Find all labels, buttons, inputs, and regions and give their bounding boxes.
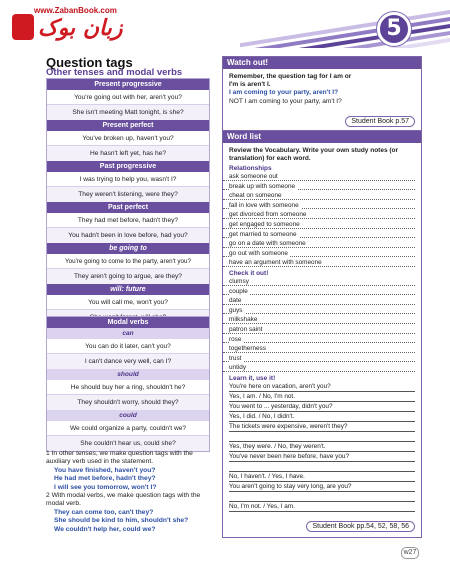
modal-verbs-table: [46, 316, 210, 452]
page-header: [0, 0, 450, 50]
tenses-table: [46, 78, 210, 326]
logo-url: www.ZabanBook.com: [34, 6, 117, 15]
logo-mark-icon: [12, 14, 34, 40]
example-row: You can do it later, can't you?: [47, 339, 209, 354]
vocab-entry: cheat on someone: [223, 191, 421, 201]
vocab-entry: go on a date with someone: [223, 239, 421, 249]
vocab-entry: have an argument with someone: [223, 258, 421, 268]
vocab-entry: milkshake: [223, 315, 421, 325]
section-heading: Check it out!: [229, 269, 269, 277]
note-example: You have finished, haven't you?: [54, 466, 156, 474]
tense-rows: [47, 254, 209, 284]
note-example: She should be kind to him, shouldn't she?: [54, 517, 189, 525]
note-2: 2 With modal verbs, we make question tags with the modal verb.: [46, 492, 201, 508]
section-heading: Learn it, use it!: [229, 374, 276, 382]
learn-list: [223, 382, 421, 512]
note-example: He had met before, hadn't they?: [54, 475, 156, 483]
example-row: He hasn't left yet, has he?: [47, 146, 209, 161]
tense-rows: [47, 172, 209, 202]
modal-rows: [47, 380, 209, 410]
example-row: I can't dance very well, can I?: [47, 354, 209, 369]
tense-heading: Past perfect: [47, 202, 209, 213]
modal-label: can: [47, 328, 209, 339]
vocab-entry: get married to someone: [223, 230, 421, 240]
phrase-entry: [223, 432, 421, 442]
phrase-entry: Yes, they were. / No, they weren't.: [223, 442, 421, 452]
vocab-entry: untidy: [223, 363, 421, 373]
vocab-entry: couple: [223, 287, 421, 297]
vocab-entry: go out with someone: [223, 249, 421, 259]
page-title: Question tags: [46, 55, 133, 70]
phrase-entry: You went to ... yesterday, didn't you?: [223, 402, 421, 412]
example-row: You will call me, won't you?: [47, 295, 209, 310]
phrase-entry: You aren't going to stay very long, are you?: [223, 482, 421, 492]
watch-out-line: I'm is aren't I.: [229, 81, 271, 89]
phrase-entry: [223, 492, 421, 502]
tense-rows: [47, 131, 209, 161]
header-stripes: [240, 2, 450, 48]
phrase-entry: No, I haven't. / Yes, I have.: [223, 472, 421, 482]
note-example: I will see you tomorrow, won't I?: [54, 483, 157, 491]
example-row: I was trying to help you, wasn't I?: [47, 172, 209, 187]
vocab-entry: ask someone out: [223, 172, 421, 182]
watch-out-wrong: NOT I am coming to your party, am't I?: [229, 97, 342, 105]
word-list-intro: Review the Vocabulary. Write your own study notes (or translation) for each word.: [229, 147, 399, 162]
phrase-entry: [223, 462, 421, 472]
watch-out-box: [222, 56, 422, 132]
modal-label: should: [47, 369, 209, 380]
vocab-entry: guys: [223, 306, 421, 316]
phrase-entry: Yes, I did. / No, I didn't.: [223, 412, 421, 422]
grammar-notes: [46, 450, 214, 534]
vocab-entry: patron saint: [223, 325, 421, 335]
example-row: They shouldn't worry, should they?: [47, 395, 209, 410]
example-row: You're going out with her, aren't you?: [47, 90, 209, 105]
note-example: We couldn't help her, could we?: [54, 525, 156, 533]
example-row: We could organize a party, couldn't we?: [47, 421, 209, 436]
example-row: She couldn't hear us, could she?: [47, 436, 209, 451]
section-heading: Relationships: [229, 165, 272, 172]
watch-out-body: [223, 69, 421, 110]
tense-rows: [47, 90, 209, 120]
unit-badge: 5: [377, 12, 411, 46]
student-book-reference: Student Book pp.54, 52, 58, 56: [306, 521, 415, 532]
tense-heading: Present perfect: [47, 120, 209, 131]
word-list-box: [222, 130, 422, 538]
phrase-entry: Yes, I am. / No, I'm not.: [223, 392, 421, 402]
example-row: They weren't listening, were they?: [47, 187, 209, 202]
vocab-entry: togetherness: [223, 344, 421, 354]
note-1: 1 In other tenses, we make question tags with the auxiliary verb used in the statement.: [46, 450, 193, 466]
logo-text: زبان بوک: [38, 16, 123, 41]
tense-rows: [47, 213, 209, 243]
watch-out-example: I am coming to your party, aren't I?: [229, 89, 339, 97]
vocab-entry: fall in love with someone: [223, 201, 421, 211]
word-list-title: Word list: [223, 131, 421, 143]
watch-out-title: Watch out!: [223, 57, 421, 69]
phrase-entry: The tickets were expensive, weren't they?: [223, 422, 421, 432]
example-row: You hadn't been in love before, had you?: [47, 228, 209, 243]
check-list: [223, 277, 421, 373]
example-row: She isn't meeting Matt tonight, is she?: [47, 105, 209, 120]
example-row: You're going to come to the party, aren't you?: [47, 254, 209, 269]
page-subtitle: Other tenses and modal verbs: [46, 67, 183, 78]
vocab-entry: date: [223, 296, 421, 306]
modal-label: could: [47, 410, 209, 421]
vocab-entry: get engaged to someone: [223, 220, 421, 230]
modal-heading: Modal verbs: [47, 317, 209, 328]
modal-rows: [47, 421, 209, 451]
vocab-entry: rose: [223, 335, 421, 345]
tense-heading: Present progressive: [47, 79, 209, 90]
tense-heading: will: future: [47, 284, 209, 295]
student-book-reference: Student Book p.57: [345, 116, 415, 127]
vocab-entry: break up with someone: [223, 182, 421, 192]
tense-heading: be going to: [47, 243, 209, 254]
phrase-entry: You're here on vacation, aren't you?: [223, 382, 421, 392]
vocab-entry: trust: [223, 354, 421, 364]
vocab-entry: get divorced from someone: [223, 210, 421, 220]
page-number: w27: [401, 547, 419, 559]
example-row: You've broken up, haven't you?: [47, 131, 209, 146]
example-row: They aren't going to argue, are they?: [47, 269, 209, 284]
vocab-entry: clumsy: [223, 277, 421, 287]
phrase-entry: You've never been here before, have you?: [223, 452, 421, 462]
zabanbook-logo: [8, 6, 158, 44]
tense-heading: Past progressive: [47, 161, 209, 172]
note-example: They can come too, can't they?: [54, 508, 154, 516]
phrase-entry: No, I'm not. / Yes, I am.: [223, 502, 421, 512]
watch-out-line: Remember, the question tag for I am or: [229, 73, 352, 80]
example-row: He should buy her a ring, shouldn't he?: [47, 380, 209, 395]
relationships-list: [223, 172, 421, 268]
modal-rows: [47, 339, 209, 369]
example-row: They had met before, hadn't they?: [47, 213, 209, 228]
